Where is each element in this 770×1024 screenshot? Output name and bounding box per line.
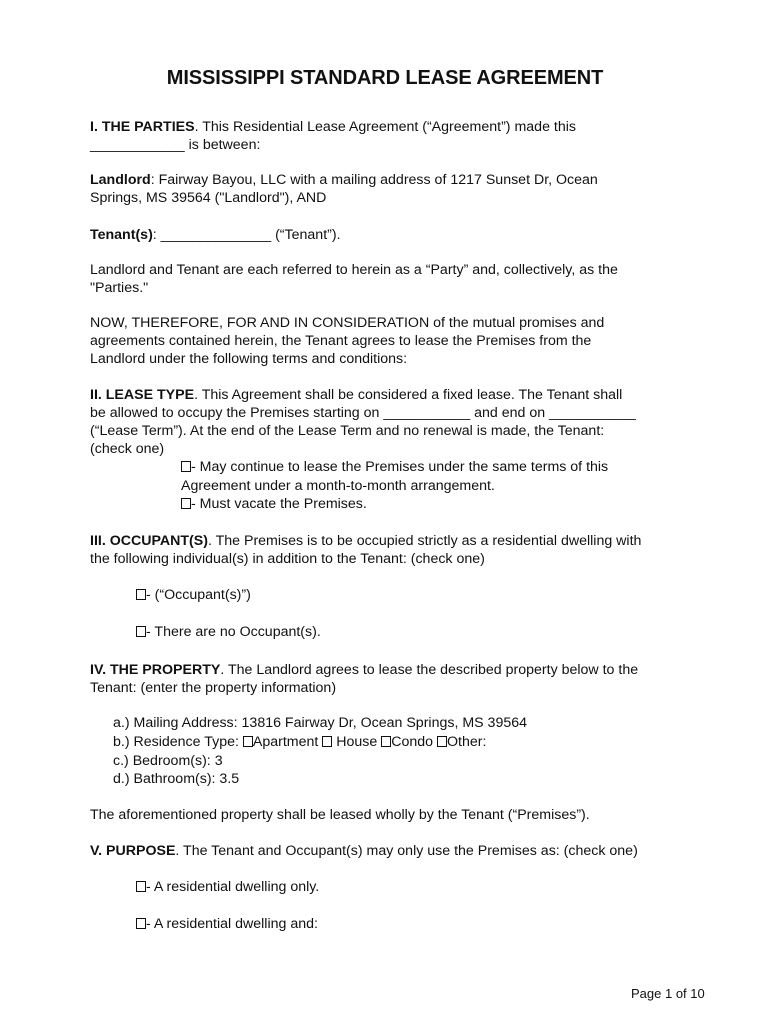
condo-checkbox[interactable] (381, 736, 391, 747)
section-property: IV. THE PROPERTY. The Landlord agrees to lease the described property below to the Tenant: (enter the property information) (90, 662, 639, 696)
residential-and-checkbox[interactable] (136, 918, 146, 929)
purpose-option-residential-and: - A residential dwelling and: (136, 915, 318, 933)
party-definition: Landlord and Tenant are each referred to herein as a “Party” and, collectively, as the "Parties." (90, 262, 618, 296)
property-bedrooms: c.) Bedroom(s): 3 (113, 753, 223, 769)
section-lease-type: II. LEASE TYPE. This Agreement shall be considered a fixed lease. The Tenant shall be allowed to occupy the Premises starting on ___________ and end on ___________ (“Lease Term”). At the end of the Lease Term and no renewal is made, the Tenant: (check one) (90, 387, 636, 457)
parties-text: . This Residential Lease Agreement (“Agreement”) made this (194, 119, 576, 135)
parties-heading: I. THE PARTIES (90, 119, 195, 135)
vacate-checkbox[interactable] (181, 498, 191, 509)
month-to-month-checkbox[interactable] (181, 461, 191, 472)
tenant-label: Tenant(s) (90, 227, 153, 243)
no-occupants-checkbox[interactable] (136, 626, 146, 637)
property-mailing-address: a.) Mailing Address: 13816 Fairway Dr, Ocean Springs, MS 39564 (113, 715, 528, 731)
section-tenant (90, 226, 690, 244)
parties-date-line: ____________ is between: (90, 137, 261, 153)
section-parties (90, 118, 690, 154)
section-purpose: V. PURPOSE. The Tenant and Occupant(s) may only use the Premises as: (check one) (90, 843, 638, 859)
property-premises-statement: The aforementioned property shall be leased wholly by the Tenant (“Premises”). (90, 807, 590, 823)
occupants-option-none: - There are no Occupant(s). (136, 623, 321, 641)
page-number: Page 1 of 10 (631, 986, 705, 1001)
apartment-checkbox[interactable] (243, 736, 253, 747)
lease-option-vacate: - Must vacate the Premises. (181, 495, 367, 513)
landlord-label: Landlord (90, 172, 151, 188)
occupants-heading: III. OCCUPANT(S) (90, 533, 208, 549)
property-bathrooms: d.) Bathroom(s): 3.5 (113, 771, 240, 787)
section-occupants: III. OCCUPANT(S). The Premises is to be occupied strictly as a residential dwelling with the following individual(s) in addition to the Tenant: (check one) (90, 533, 642, 567)
property-residence-type: b.) Residence Type: Apartment House Condo Other: (113, 734, 487, 750)
section-landlord (90, 171, 690, 207)
lease-type-heading: II. LEASE TYPE (90, 387, 195, 403)
lease-option-month-to-month-cont: Agreement under a month-to-month arrangement. (181, 478, 495, 494)
occupants-option-named: - (“Occupant(s)”) (136, 586, 251, 604)
residential-only-checkbox[interactable] (136, 881, 146, 892)
purpose-option-residential-only: - A residential dwelling only. (136, 878, 319, 896)
landlord-text: : Fairway Bayou, LLC with a mailing address of 1217 Sunset Dr, Ocean (150, 172, 598, 188)
purpose-heading: V. PURPOSE (90, 843, 176, 859)
lease-option-month-to-month: - May continue to lease the Premises under the same terms of this (181, 458, 608, 476)
consideration-clause: NOW, THEREFORE, FOR AND IN CONSIDERATION of the mutual promises and agreements contained herein, the Tenant agrees to lease the Premises from the Landlord under the following terms and conditions: (90, 315, 605, 367)
document-title: MISSISSIPPI STANDARD LEASE AGREEMENT (166, 67, 604, 89)
occupants-named-checkbox[interactable] (136, 589, 146, 600)
tenant-text: : ______________ (“Tenant”). (152, 227, 341, 243)
house-checkbox[interactable] (322, 736, 332, 747)
property-heading: IV. THE PROPERTY (90, 662, 221, 678)
other-checkbox[interactable] (437, 736, 447, 747)
landlord-address-line: Springs, MS 39564 ("Landlord"), AND (90, 190, 327, 206)
